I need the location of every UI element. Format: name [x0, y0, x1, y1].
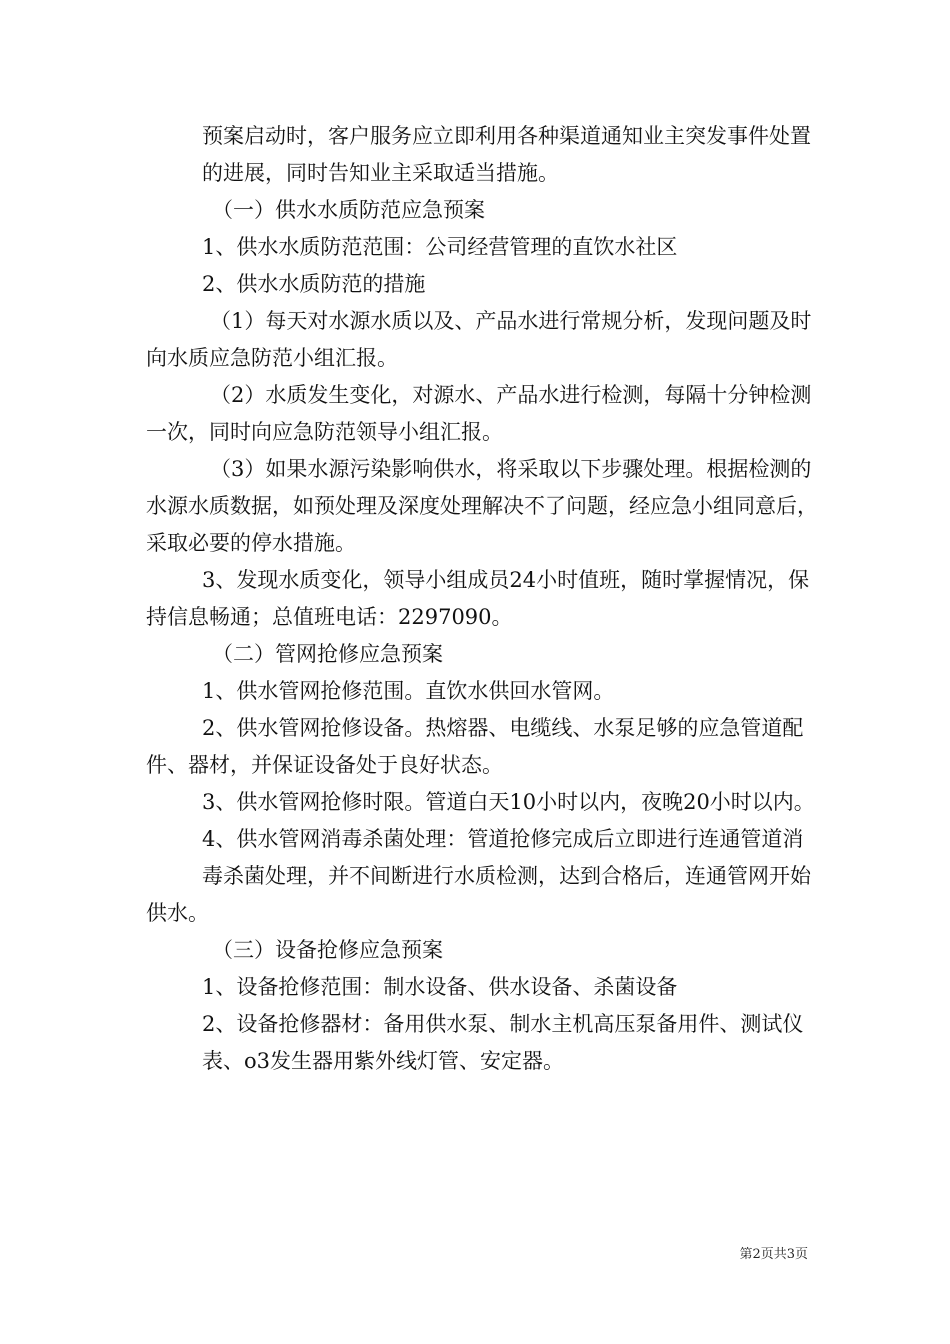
paragraph-4: 1、供水水质防范范围：公司经营管理的直饮水社区: [202, 235, 678, 259]
page-number-footer: 第2页共3页: [739, 1247, 808, 1262]
paragraph-1: 预案启动时，客户服务应立即利用各种渠道通知业主突发事件处置: [202, 124, 811, 148]
section-heading-1: （一）供水水质防范应急预案: [212, 198, 485, 222]
paragraph-7: （2）水质发生变化，对源水、产品水进行检测，每隔十分钟检测一次，同时向应急防范领导小组汇报。: [146, 383, 812, 444]
document-body: [146, 118, 818, 1080]
paragraph-2: 的进展，同时告知业主采取适当措施。: [202, 161, 559, 185]
paragraph-17: 1、设备抢修范围：制水设备、供水设备、杀菌设备: [202, 975, 678, 999]
section-heading-3: （三）设备抢修应急预案: [212, 938, 443, 962]
paragraph-15: 毒杀菌处理，并不间断进行水质检测，达到合格后，连通管网开始供水。: [146, 864, 811, 925]
section-heading-2: （二）管网抢修应急预案: [212, 642, 443, 666]
paragraph-19: 表、o3发生器用紫外线灯管、安定器。: [202, 1049, 565, 1073]
paragraph-14: 4、供水管网消毒杀菌处理：管道抢修完成后立即进行连通管道消: [202, 827, 804, 851]
paragraph-11: 1、供水管网抢修范围。直饮水供回水管网。: [202, 679, 615, 703]
paragraph-18: 2、设备抢修器材：备用供水泵、制水主机高压泵备用件、测试仪: [202, 1012, 804, 1036]
paragraph-5: 2、供水水质防范的措施: [202, 272, 426, 296]
paragraph-13: 3、供水管网抢修时限。管道白天10小时以内，夜晚20小时以内。: [202, 790, 815, 814]
paragraph-8: （3）如果水源污染影响供水，将采取以下步骤处理。根据检测的水源水质数据，如预处理及深度处理解决不了问题，经应急小组同意后，采取必要的停水措施。: [146, 457, 818, 555]
paragraph-9: 3、发现水质变化，领导小组成员24小时值班，随时掌握情况，保持信息畅通；总值班电话：2297090。: [146, 568, 810, 629]
paragraph-12: 2、供水管网抢修设备。热熔器、电缆线、水泵足够的应急管道配件、器材，并保证设备处于良好状态。: [146, 716, 804, 777]
paragraph-6: （1）每天对水源水质以及、产品水进行常规分析，发现问题及时向水质应急防范小组汇报。: [146, 309, 812, 370]
